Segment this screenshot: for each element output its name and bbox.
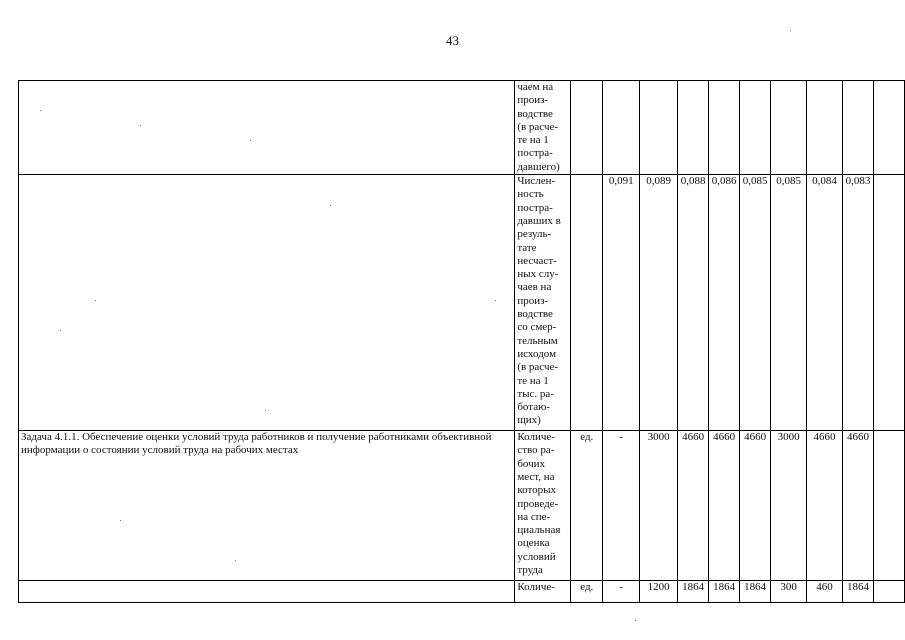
- value-cell: 1864: [709, 581, 740, 603]
- value-cell: [740, 81, 771, 175]
- value-cell: [709, 81, 740, 175]
- table-row: [19, 581, 905, 603]
- value-cell: 1864: [678, 581, 709, 603]
- value-cell: 0,086: [709, 175, 740, 431]
- value-cell: 4660: [740, 431, 771, 581]
- value-cell: 0,085: [771, 175, 807, 431]
- scan-speck: [330, 205, 331, 206]
- value-cell: [807, 81, 843, 175]
- table-row: [19, 81, 905, 175]
- unit-cell: [571, 175, 603, 431]
- value-cell: 1864: [740, 581, 771, 603]
- value-cell: 4660: [807, 431, 843, 581]
- value-cell: 4660: [843, 431, 874, 581]
- unit-cell: ед.: [571, 431, 603, 581]
- value-cell: [874, 431, 905, 581]
- task-cell: [19, 81, 515, 175]
- task-cell: [19, 175, 515, 431]
- value-cell: 300: [771, 581, 807, 603]
- scan-speck: [60, 330, 61, 331]
- unit-cell: ед.: [571, 581, 603, 603]
- value-cell: 0,091: [603, 175, 640, 431]
- value-cell: 0,089: [640, 175, 678, 431]
- task-cell: [19, 581, 515, 603]
- base-value-cell: -: [603, 581, 640, 603]
- indicators-table: [18, 80, 905, 603]
- base-value-cell: [603, 81, 640, 175]
- base-value-cell: -: [603, 431, 640, 581]
- value-cell: [640, 81, 678, 175]
- scan-speck: [95, 300, 96, 301]
- scan-speck: [140, 125, 141, 126]
- scan-speck: [250, 140, 251, 141]
- indicator-cell: чаем на произ- водстве (в расче- те на 1 постра- давшего): [515, 81, 571, 175]
- value-cell: 0,085: [740, 175, 771, 431]
- page-number: 43: [446, 33, 459, 48]
- value-cell: [874, 175, 905, 431]
- value-cell: [874, 581, 905, 603]
- scan-speck: [635, 620, 636, 621]
- indicator-cell: Количе-: [515, 581, 571, 603]
- value-cell: 3000: [771, 431, 807, 581]
- value-cell: 0,088: [678, 175, 709, 431]
- value-cell: [874, 81, 905, 175]
- value-cell: [771, 81, 807, 175]
- scan-speck: [40, 110, 41, 111]
- value-cell: [843, 81, 874, 175]
- scan-speck: [120, 520, 121, 521]
- unit-cell: [571, 81, 603, 175]
- table-row: [19, 175, 905, 431]
- value-cell: 4660: [678, 431, 709, 581]
- scan-speck: [235, 560, 236, 561]
- task-cell: Задача 4.1.1. Обеспечение оценки условий труда работников и получение работниками объективной информации о состоянии условий труда на рабочих местах: [19, 431, 515, 581]
- value-cell: 0,083: [843, 175, 874, 431]
- value-cell: 0,084: [807, 175, 843, 431]
- value-cell: [678, 81, 709, 175]
- value-cell: 3000: [640, 431, 678, 581]
- value-cell: 1200: [640, 581, 678, 603]
- table-row: [19, 431, 905, 581]
- scan-speck: [790, 30, 791, 31]
- value-cell: 4660: [709, 431, 740, 581]
- value-cell: 1864: [843, 581, 874, 603]
- value-cell: 460: [807, 581, 843, 603]
- indicator-cell: Количе- ство ра- бочих мест, на которых проведе- на спе- циальная оценка условий труда: [515, 431, 571, 581]
- scan-speck: [495, 300, 496, 301]
- scan-speck: [265, 410, 266, 411]
- indicator-cell: Числен- ность постра- давших в резуль- тате несчаст- ных слу- чаев на произ- водстве со смер- тельным исходом (в расче- те на 1 тыс. ра- ботаю- щих): [515, 175, 571, 431]
